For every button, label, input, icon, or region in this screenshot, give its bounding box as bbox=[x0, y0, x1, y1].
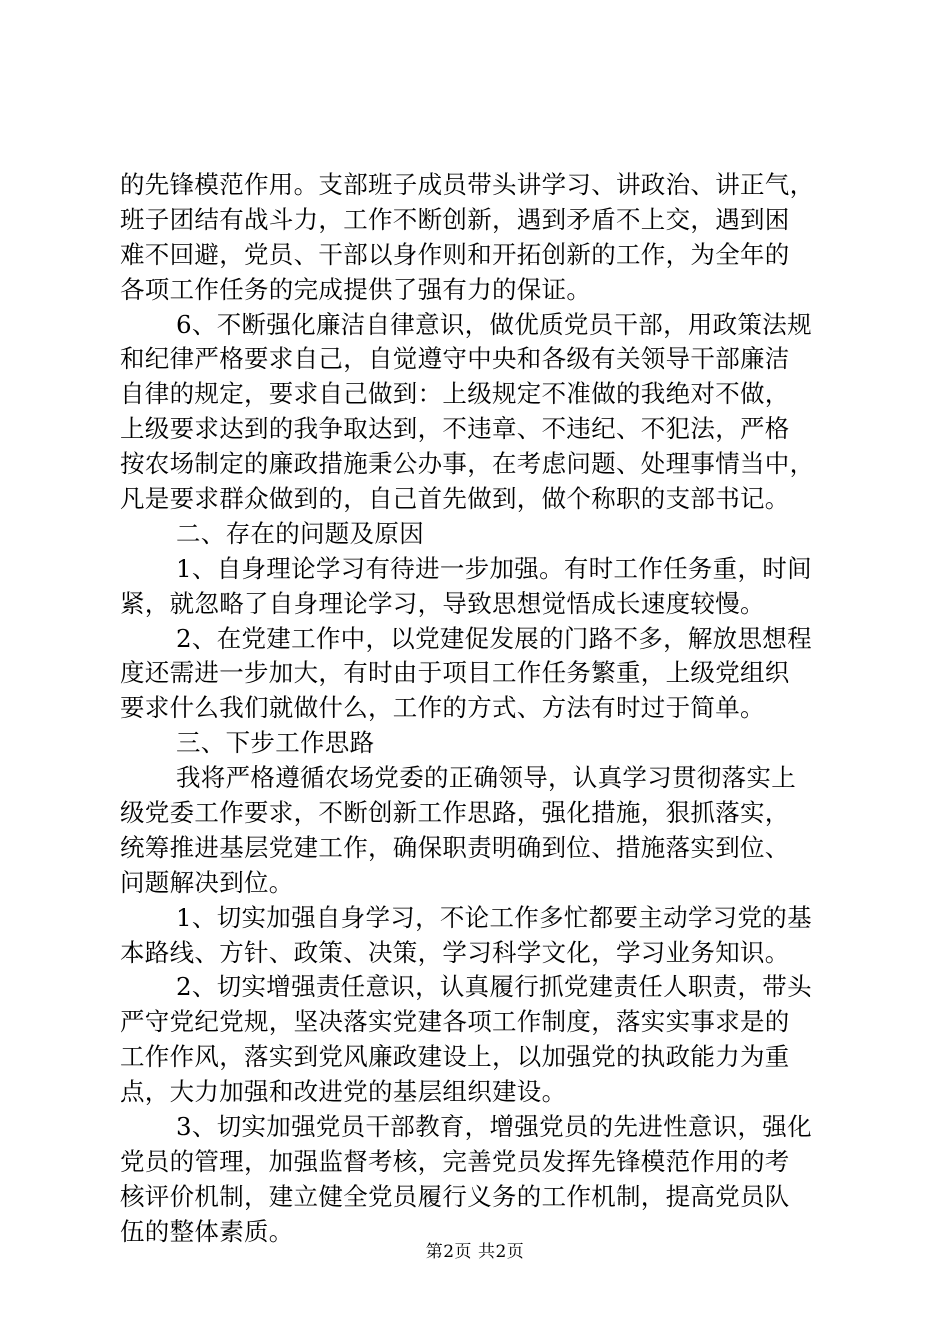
document-body bbox=[120, 168, 840, 1250]
text-line: 党员的管理，加强监督考核，完善党员发挥先锋模范作用的考 bbox=[120, 1146, 790, 1176]
text-line: 统筹推进基层党建工作，确保职责明确到位、措施落实到位、 bbox=[120, 832, 790, 862]
page-footer: 第2页 共2页 bbox=[425, 1242, 525, 1262]
text-line: 2、在党建工作中，以党建促发展的门路不多，解放思想程 bbox=[176, 623, 812, 653]
text-line: 三、下步工作思路 bbox=[176, 728, 375, 758]
text-line: 严守党纪党规，坚决落实党建各项工作制度，落实实事求是的 bbox=[120, 1007, 790, 1037]
text-line: 问题解决到位。 bbox=[120, 867, 294, 897]
text-line: 3、切实加强党员干部教育，增强党员的先进性意识，强化 bbox=[176, 1112, 812, 1142]
text-line: 班子团结有战斗力，工作不断创新，遇到矛盾不上交，遇到困 bbox=[120, 204, 790, 234]
text-line: 的先锋模范作用。支部班子成员带头讲学习、讲政治、讲正气， bbox=[120, 170, 815, 199]
text-line: 自律的规定，要求自己做到：上级规定不准做的我绝对不做， bbox=[120, 379, 790, 409]
text-line: 本路线、方针、政策、决策，学习科学文化，学习业务知识。 bbox=[120, 937, 790, 967]
text-line: 各项工作任务的完成提供了强有力的保证。 bbox=[120, 274, 592, 304]
text-line: 要求什么我们就做什么，工作的方式、方法有时过于简单。 bbox=[120, 693, 765, 723]
text-line: 凡是要求群众做到的，自己首先做到，做个称职的支部书记。 bbox=[120, 484, 790, 514]
text-line: 核评价机制，建立健全党员履行义务的工作机制，提高党员队 bbox=[120, 1181, 790, 1211]
text-line: 级党委工作要求，不断创新工作思路，强化措施，狠抓落实， bbox=[120, 798, 790, 828]
text-line: 2、切实增强责任意识，认真履行抓党建责任人职责，带头 bbox=[176, 972, 812, 1002]
text-line: 1、自身理论学习有待进一步加强。有时工作任务重，时间 bbox=[176, 553, 812, 583]
text-line: 点，大力加强和改进党的基层组织建设。 bbox=[120, 1077, 567, 1107]
text-line: 和纪律严格要求自己，自觉遵守中央和各级有关领导干部廉洁 bbox=[120, 344, 790, 374]
text-line: 我将严格遵循农场党委的正确领导，认真学习贯彻落实上 bbox=[176, 763, 796, 793]
text-line: 度还需进一步加大，有时由于项目工作任务繁重，上级党组织 bbox=[120, 658, 790, 688]
text-line: 上级要求达到的我争取达到，不违章、不违纪、不犯法，严格 bbox=[120, 414, 790, 444]
text-line: 6、不断强化廉洁自律意识，做优质党员干部，用政策法规 bbox=[176, 309, 812, 339]
text-line: 工作作风，落实到党风廉政建设上，以加强党的执政能力为重 bbox=[120, 1042, 790, 1072]
text-line: 1、切实加强自身学习，不论工作多忙都要主动学习党的基 bbox=[176, 902, 812, 932]
text-line: 紧，就忽略了自身理论学习，导致思想觉悟成长速度较慢。 bbox=[120, 588, 765, 618]
text-line: 难不回避，党员、干部以身作则和开拓创新的工作，为全年的 bbox=[120, 239, 790, 269]
text-line: 按农场制定的廉政措施秉公办事，在考虑问题、处理事情当中， bbox=[120, 449, 815, 479]
text-line: 二、存在的问题及原因 bbox=[176, 518, 424, 548]
text-line: 伍的整体素质。 bbox=[120, 1216, 294, 1246]
